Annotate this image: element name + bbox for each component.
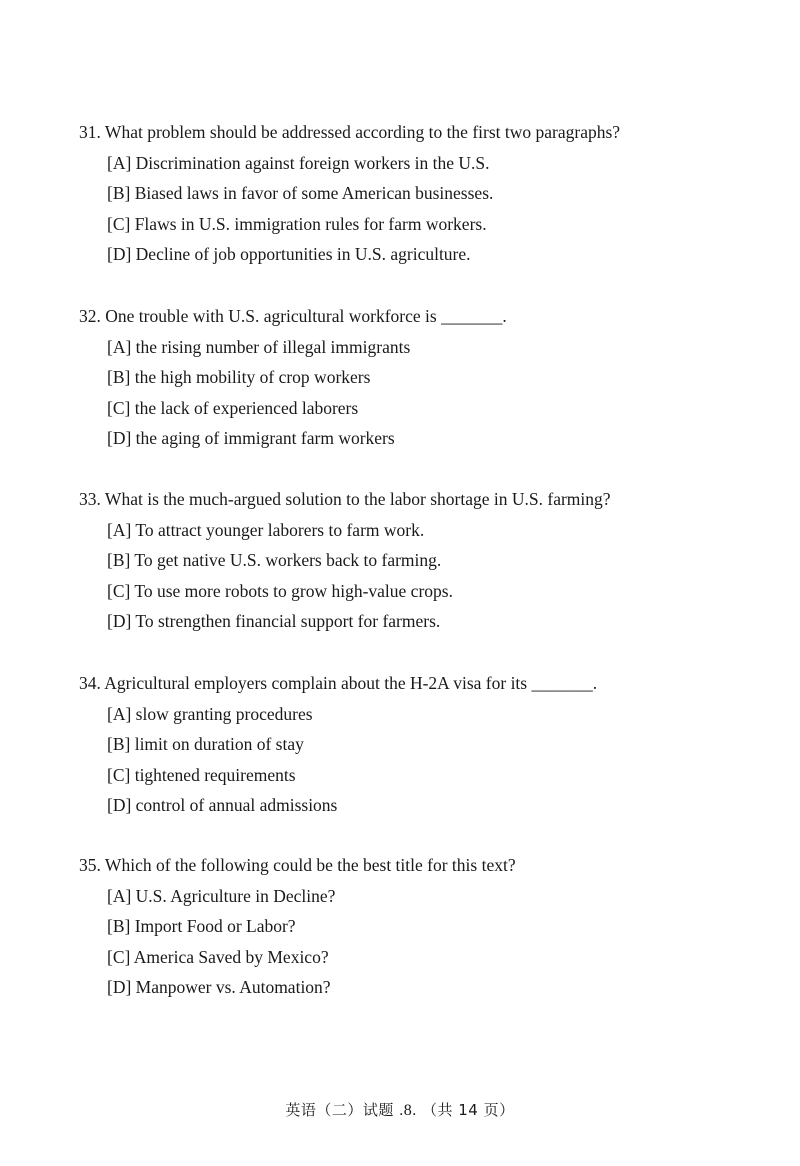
option-c: [C] the lack of experienced laborers	[107, 397, 359, 418]
question-32	[79, 305, 759, 449]
option-a: [A] Discrimination against foreign workers in the U.S.	[107, 152, 490, 173]
option-a: [A] slow granting procedures	[107, 703, 313, 724]
option-list	[79, 152, 759, 266]
question-stem: 33. What is the much-argued solution to the labor shortage in U.S. farming?	[79, 489, 611, 509]
footer-total-pages: （共 14 页）	[421, 1101, 515, 1119]
option-d: [D] Decline of job opportunities in U.S. agriculture.	[107, 244, 471, 264]
footer-page-number: .8.	[399, 1102, 417, 1119]
option-a: [A] To attract younger laborers to farm work.	[107, 519, 425, 540]
option-d: [D] control of annual admissions	[107, 795, 338, 815]
option-b: [B] Biased laws in favor of some American businesses.	[107, 183, 494, 203]
option-c: [C] Flaws in U.S. immigration rules for farm workers.	[107, 213, 487, 234]
option-list	[79, 703, 759, 817]
option-list	[79, 885, 759, 999]
question-31	[79, 121, 759, 265]
option-a: [A] the rising number of illegal immigrants	[107, 336, 411, 357]
option-b: [B] limit on duration of stay	[107, 734, 304, 754]
question-33	[79, 488, 759, 632]
question-stem: 31. What problem should be addressed according to the first two paragraphs?	[79, 122, 621, 142]
question-34	[79, 672, 759, 816]
option-list	[79, 519, 759, 633]
option-b: [B] Import Food or Labor?	[107, 916, 296, 936]
question-stem: 34. Agricultural employers complain about the H-2A visa for its _______.	[79, 673, 598, 693]
option-d: [D] the aging of immigrant farm workers	[107, 428, 395, 448]
option-b: [B] To get native U.S. workers back to farming.	[107, 550, 442, 570]
question-stem: 35. Which of the following could be the best title for this text?	[79, 855, 516, 875]
question-stem: 32. One trouble with U.S. agricultural workforce is _______.	[79, 306, 507, 326]
option-d: [D] To strengthen financial support for farmers.	[107, 611, 441, 631]
option-d: [D] Manpower vs. Automation?	[107, 977, 331, 997]
option-b: [B] the high mobility of crop workers	[107, 367, 371, 387]
footer-subject: 英语（二）试题	[285, 1101, 394, 1119]
option-c: [C] To use more robots to grow high-value crops.	[107, 580, 453, 601]
page-footer	[0, 1100, 800, 1121]
option-a: [A] U.S. Agriculture in Decline?	[107, 885, 336, 906]
option-c: [C] tightened requirements	[107, 764, 296, 785]
option-list	[79, 336, 759, 450]
option-c: [C] America Saved by Mexico?	[107, 946, 329, 967]
question-35	[79, 854, 759, 998]
